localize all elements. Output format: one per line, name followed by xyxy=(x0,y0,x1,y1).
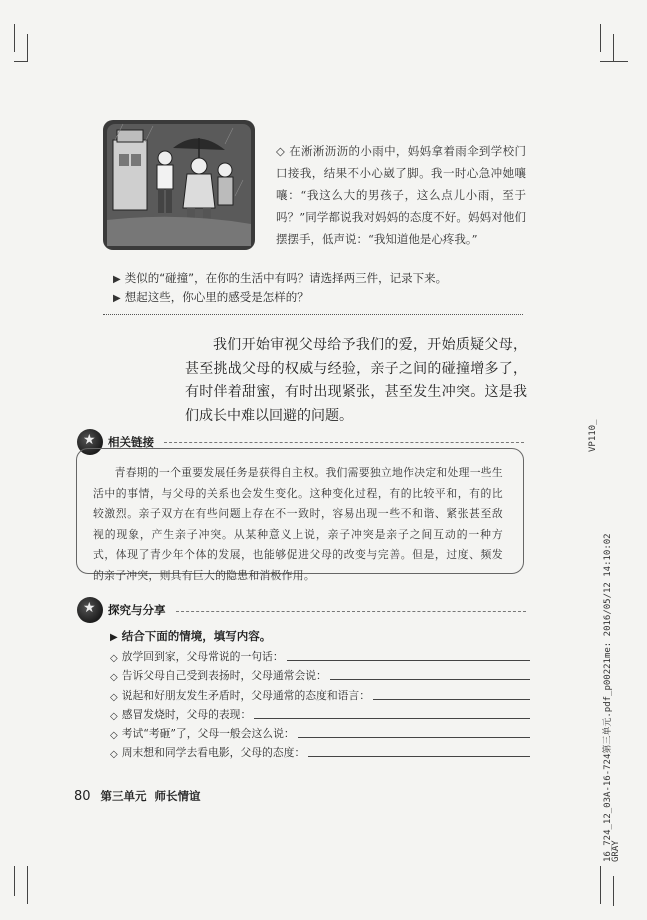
triangle-bullet-icon: ▶ xyxy=(113,274,121,285)
diamond-bullet-icon: ◇ xyxy=(110,729,118,741)
story-illustration xyxy=(103,120,255,250)
story-text: ◇ 在淅淅沥沥的小雨中，妈妈拿着雨伞到学校门口接我，结果不小心崴了脚。我一时心急冲她嚷嚷：“我这么大的男孩子，这么点儿小雨，至于吗？”同学都说我对妈妈的态度不好。妈妈对他们摆摆手，低声说：“我知道他是心疼我。” xyxy=(276,144,526,246)
diamond-bullet-icon: ◇ xyxy=(110,672,118,684)
question-item xyxy=(110,741,530,760)
question-list xyxy=(110,645,530,760)
explore-title: 探究与分享 xyxy=(108,603,166,617)
prompt-text: 想起这些，你心里的感受是怎样的？ xyxy=(124,290,309,304)
triangle-bullet-icon: ▶ xyxy=(110,632,118,643)
answer-line[interactable] xyxy=(287,660,530,661)
unit-label: 第三单元 xyxy=(100,789,147,803)
diamond-bullet-icon: ◇ xyxy=(110,691,118,703)
question-item xyxy=(110,645,530,664)
answer-line[interactable] xyxy=(373,699,530,700)
diamond-bullet-icon: ◇ xyxy=(110,653,118,665)
margin-gray-label: GRAY xyxy=(611,840,621,862)
diamond-bullet-icon: ◇ xyxy=(110,710,118,722)
question-item xyxy=(110,664,530,683)
diamond-bullet-icon: ◇ xyxy=(110,749,118,761)
answer-line[interactable] xyxy=(308,756,530,757)
explore-header xyxy=(77,597,166,623)
triangle-bullet-icon: ▶ xyxy=(113,293,121,304)
chapter-label: 师长情谊 xyxy=(154,789,201,803)
question-text: 告诉父母自己受到表扬时，父母通常会说： xyxy=(121,669,327,683)
margin-slug-text: 16_724_12_03A-16-724第三单元.pdf_p00221me: 2016/05/12 14:10:02 xyxy=(603,533,613,862)
explore-task-text: 结合下面的情境，填写内容。 xyxy=(121,629,272,643)
prompt-text: 类似的“碰撞”，在你的生活中有吗？请选择两三件，记录下来。 xyxy=(124,271,448,285)
question-text: 周末想和同学去看电影，父母的态度： xyxy=(121,746,306,760)
answer-line[interactable] xyxy=(254,718,530,719)
related-links-text: 青春期的一个重要发展任务是获得自主权。我们需要独立地作决定和处理一些生活中的事情，与父母的关系也会发生变化。这种变化过程，有的比较平和，有的比较激烈。亲子双方在有些问题上存在不一致时，容易出现一些不和谐、紧张甚至敌视的现象，产生亲子冲突。从某种意义上说，亲子冲突是亲子之间互动的一种方式，体现了青少年个体的发展，也能够促进父母的改变与完善。但是，过度、频发的亲子冲突，则具有巨大的隐患和消极作用。 xyxy=(93,466,503,582)
question-text: 感冒发烧时，父母的表现： xyxy=(121,707,252,721)
margin-vp-label: VP110_ xyxy=(588,419,598,452)
dotted-separator xyxy=(103,314,523,315)
page-number: 80 xyxy=(74,788,91,804)
page-footer xyxy=(74,788,201,804)
main-paragraph-text: 我们开始审视父母给予我们的爱，开始质疑父母，甚至挑战父母的权威与经验，亲子之间的碰撞增多了，有时伴着甜蜜，有时出现紧张，甚至发生冲突。这是我们成长中难以回避的问题。 xyxy=(185,337,527,424)
explore-icon xyxy=(77,597,103,623)
related-links-box xyxy=(76,448,524,582)
explore-task xyxy=(110,628,271,644)
answer-line[interactable] xyxy=(298,737,530,738)
main-paragraph xyxy=(185,334,527,428)
question-text: 考试“考砸”了，父母一般会这么说： xyxy=(121,726,295,740)
question-text: 放学回到家，父母常说的一句话： xyxy=(121,650,284,664)
question-text: 说起和好朋友发生矛盾时，父母通常的态度和语言： xyxy=(121,688,371,702)
prompt-line-1 xyxy=(113,270,447,286)
explore-rule xyxy=(176,611,526,612)
question-item xyxy=(110,683,530,702)
answer-line[interactable] xyxy=(330,679,530,680)
prompt-line-2 xyxy=(113,289,309,305)
question-item xyxy=(110,703,530,722)
related-links-rule xyxy=(164,442,524,443)
question-item xyxy=(110,722,530,741)
related-links-title: 相关链接 xyxy=(108,435,154,449)
